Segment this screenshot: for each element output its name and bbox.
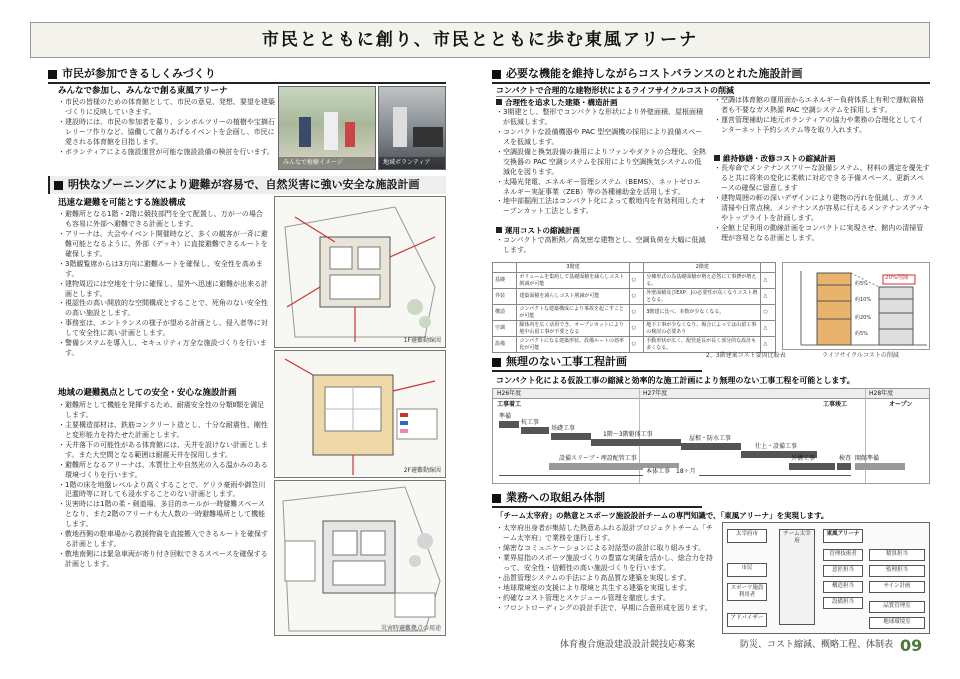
square-bullet-icon (496, 227, 502, 233)
heading-text: 合理性を追求した建築・構造計画 (505, 98, 618, 107)
bullet: ・太宰府出身者が集結した熱意あふれる設計プロジェクトチーム「チーム太宰府」で業務を遂行します。 (496, 524, 713, 542)
bullet: ・3期建とし、整形でコンパクトな形状により外壁面積、屋根面積が低減します。 (496, 108, 703, 126)
section-title: 明快なゾーニングにより避難が容易で、自然災害に強い安全な施設計画 (68, 177, 420, 191)
org-node: チーム太宰府 (779, 529, 815, 625)
bullet: ・市民の皆様のための体育館として、市民の意見、発想、要望を建築づくりに反映していきます。 (58, 98, 275, 116)
bullet-list (714, 164, 930, 244)
subheading: コンパクトで合理的な建物形状によるライフサイクルコストの削減 (496, 86, 734, 97)
bullet: ・建設時には、市民の参加者を募り、シンボルツリーの植樹や宝摘石レリーフ作りなど、協働して創りあげるイベントを企画し、市民に愛される体育館を目指します。 (58, 117, 275, 146)
person-figure (299, 117, 311, 147)
square-bullet-icon (492, 494, 501, 503)
bullet: ・視認性の高い開放的な空間構成とすることで、死角のない安全性の高い施設とします。 (58, 299, 268, 318)
lcc-pct: 約20% (855, 315, 872, 321)
table-cell: ○ (629, 305, 644, 321)
bullet: ・地中部掘削工法はコンパクト化によって敷地内を有効利用したオープンカット工法とします。 (496, 197, 706, 216)
bullet: ・事務室は、エントランスの様子が望める計画とし、侵入者等に対して安全性に高い計画とします。 (58, 319, 268, 338)
section-title: 市民が参加できるしくみづくり (62, 66, 216, 80)
bullet: ・建物周辺には空地を十分に確保し、屋外へ迅速に避難が出来る計画とします。 (58, 279, 268, 298)
bullet: ・空調設備と換気設備の兼用によりファンやダクトの合理化、全熱交換器の PAC 空調システムを採用により空調換気システムの低減化を図ります。 (496, 147, 706, 176)
subheading: 地域の避難拠点としての安全・安心な施設計画 (58, 388, 237, 398)
bullet: ・ボランティアによる施設運営が可能な施設設備の検討を行います。 (58, 147, 274, 156)
org-node: 地球環境室 (869, 617, 925, 629)
org-chart (722, 522, 930, 634)
task-bar (499, 421, 519, 428)
subheading: コンパクト化による仮設工事の縮減と効率的な施工計画により無理のない工事工程を可能とします。 (496, 376, 855, 385)
bullet: ・地球環境室の支援により環境と共生する建築を実現します。 (496, 583, 692, 592)
bullet: ・避難所として機能を発揮するため、耐震安全性の分類Ⅱ類を満足します。 (58, 401, 265, 419)
section-heading-cost (492, 66, 930, 84)
heading-text: 運用コストの縮減計画 (505, 226, 580, 235)
bullet-list (496, 524, 716, 613)
person-figure (345, 122, 355, 147)
equipment-shape (413, 127, 443, 147)
cost-heading-1 (496, 98, 618, 108)
photo-caption: 地域ボランティア (379, 157, 445, 169)
plan-1f-drawing (275, 197, 446, 348)
bullet: ・コンパクトな設備機器や PAC 型空調機の採用により設備スペースを低減します。 (496, 127, 703, 146)
bullet: ・避難所となるアリーナは、木質仕上や自然光の入る温かみのある環境づくりを行います。 (58, 460, 268, 479)
lcc-pct: 約10% (855, 297, 872, 303)
table-cell: 3階建に比べ、本数が少なくなる。 (644, 305, 761, 321)
bullet: ・フロントローディングの設計手法で、早期に合意形成を図ります。 (496, 603, 712, 612)
section-heading-participation (48, 66, 446, 84)
table-cell: 駆体内を広く活用でき、オープンカットにより地中山留工事が不要となる (517, 321, 629, 337)
bullet: ・全館上足利用の動線計画をコンパクトに実現させ、館内の清掃管理が容易となる計画とします。 (714, 223, 924, 242)
heading-text: 維持修繕・改修コストの縮減計画 (723, 154, 836, 163)
table-cell: 構造 (493, 305, 517, 321)
bullet: ・長寿命でメンテナンスフリーな設備システム、材料の選定を優先すると共に将来の変化に柔軟に対応できる予備スペース、更新スペースの確保に留意します (714, 164, 930, 192)
org-node: スポーツ施設利用者 (727, 583, 767, 601)
table-cell: ○ (629, 273, 644, 289)
square-bullet-icon (492, 358, 501, 367)
task-label: 仕上・設備工事 (755, 443, 798, 450)
lcc-chart-drawing (783, 263, 931, 351)
table-cell: ○ (629, 289, 644, 305)
floor-plan-2f (274, 350, 446, 478)
bullet: ・敷地西側の駐車場から救援物資を直接搬入できるルートを確保する計画とします。 (58, 530, 268, 549)
table-cell: 空調 (493, 321, 517, 337)
bullet: ・警備システムを導入し、セキュリティ万全な施設づくりを行います。 (58, 339, 267, 358)
table-cell: コンパクトな建築構成により事故を起こすことが可能 (517, 305, 629, 321)
table-cell: △ (761, 321, 776, 337)
bullet: ・避難所となる1階・2階に競技部門を全て配置し、万が一の場合も容易に外部へ避難できる計画とします。 (58, 210, 263, 228)
photo-volunteer (378, 86, 446, 170)
plan-shelter-drawing (275, 481, 446, 636)
cost-heading-2 (496, 226, 580, 236)
bullet-list (714, 96, 930, 136)
task-label: 設備スリーブ・埋設配管工事 (559, 455, 637, 462)
table-cell: 3階建 (517, 263, 629, 273)
bullet-list (58, 210, 268, 359)
footer-left: 体育複合施設建設設計競技応募案 (560, 640, 696, 650)
bullet: ・3階観覧席からは3方向に避難ルートを確保し、安全性を高めます。 (58, 259, 263, 278)
bullet-list (58, 98, 280, 158)
duration-label: 本体工事 18ヶ月 (643, 468, 699, 476)
cost-comparison-table (492, 262, 776, 353)
table-row (493, 273, 776, 289)
photo-tree-planting (278, 86, 376, 170)
org-node: 品質管理室 (869, 601, 925, 613)
task-label: 杭工事 (521, 419, 540, 426)
bullet: ・約確なコスト管理とスケジュール管理を徹底します。 (496, 593, 671, 602)
bullet-list (496, 236, 706, 256)
task-label: 基礎工事 (551, 425, 576, 432)
table-cell: 分棟形式の為基礎面積が増え必然に工事費が増える。 (644, 273, 761, 289)
subheading: 迅速な避難を可能とする施設構成 (58, 198, 186, 208)
task-bar (521, 427, 549, 434)
bullet: ・空調は体育館の運用面からエネルギー負荷体系上有利で運転資格者も不要なガス熱源 PAC 空調システムを採用します。 (714, 96, 924, 114)
org-node: 太宰府市 (727, 529, 767, 543)
table-cell (629, 263, 644, 273)
year-label: H28年度 (869, 390, 894, 397)
bullet: ・太陽光発電、エネルギー管理システム（BEMS）、ネットゼロエネルギー実証事業（ZEB）等の各種補助金を活用します。 (496, 177, 701, 196)
year-label: H27年度 (643, 390, 668, 397)
page-title: 市民とともに創り、市民とともに歩む東風アリーナ (30, 22, 930, 58)
table-cell: コンパクトになる建築形状、設備ルートの効率化が可能 (517, 337, 629, 353)
year-label: H26年度 (497, 390, 522, 397)
table-row (493, 305, 776, 321)
table-cell: △ (761, 273, 776, 289)
plan-caption: 災害時避難拠点の用途 (380, 625, 441, 633)
milestone: 工事着工 (497, 401, 522, 408)
lcc-total: 20%削減 (885, 275, 909, 281)
plan-caption: 2F避難動線図 (403, 467, 441, 475)
table-cell: ○ (761, 305, 776, 321)
task-bar (591, 439, 681, 446)
table-header-row (493, 263, 776, 273)
org-node: 積算担当 (869, 549, 925, 561)
task-label: 屋根・防水工事 (689, 435, 732, 442)
bullet: ・運営管理補助に地元ボランティアの協力や業務の合理化としてインターネット予約システム等を取り入れます。 (714, 115, 924, 134)
table-cell: 手動形状が広く、配管延長が長く部分的な設計も多くなる。 (644, 337, 761, 353)
bullet: ・1階の床を地盤レベルより高くすることで、ゲリラ豪雨や御笠川氾濫時等に対しても浸水することのない計画とします。 (58, 480, 266, 499)
section-title: 業務への取組み体制 (506, 490, 605, 504)
section-title: 無理のない工事工程計画 (506, 354, 627, 368)
lcc-pct: 約5% (855, 281, 868, 287)
bullet: ・天井落下の可能性がある体育館には、天井を設けない計画とします。また大空間となる範囲は耐震天井を採用します。 (58, 440, 268, 459)
table-cell: △ (761, 337, 776, 353)
table-row (493, 321, 776, 337)
plan-caption: 1F避難動線図 (403, 337, 441, 345)
subheading: みんなで参加し、みんなで創る東風アリーナ (58, 86, 228, 96)
milestone: 工事竣工 (823, 401, 848, 408)
table-row (493, 337, 776, 353)
bullet-list (496, 108, 706, 217)
org-node: サイン計画 (869, 581, 925, 593)
org-node: 監理担当 (869, 565, 925, 577)
milestone: オープン (889, 401, 913, 408)
lcc-chart (782, 262, 930, 350)
bullet: ・業界屈指のスポーツ施設づくりの豊富な実績を活かし、総合力を持って、安全性・信頼性の高い施設づくりを行います。 (496, 553, 713, 572)
task-label: 準備 (499, 413, 512, 420)
task-bar (837, 463, 851, 470)
task-bar (855, 463, 905, 470)
plan-2f-drawing (275, 351, 446, 478)
table-cell: 外壁面積及びEXP．Jの必要性が高くなりコスト増となる。 (644, 289, 761, 305)
task-bar (681, 443, 741, 450)
task-label: 検査 (839, 455, 852, 462)
square-bullet-icon (54, 181, 63, 190)
cost-heading-3 (714, 154, 836, 164)
table-row (493, 289, 776, 305)
org-node: 設備担当 (823, 597, 863, 609)
table-cell (493, 263, 517, 273)
task-bar (789, 463, 835, 470)
table-cell: ボリュームを集約して基礎面積を減らしコスト削減が可能 (517, 273, 629, 289)
bullet: ・品質管理システムの手法により高品質な建築を実現します。 (496, 573, 691, 582)
square-bullet-icon (714, 155, 720, 161)
bullet: ・アリーナは、大会やイベント開催時など、多くの観客が一斉に避難可能となるように、外部（デッキ）に直接避難できるルートを確保します。 (58, 229, 268, 258)
org-node: 市民 (727, 563, 767, 577)
bullet: ・主要構造部材は、鉄筋コンクリート造とし、十分な耐震性、剛性と変形能力を持たせた計画とします。 (58, 420, 268, 439)
section-heading-schedule (492, 354, 702, 372)
table-cell: 基礎 (493, 273, 517, 289)
gantt-chart (492, 388, 930, 484)
section-title: 必要な機能を維持しながらコストバランスのとれた施設計画 (506, 66, 803, 80)
section-heading-safety (48, 176, 446, 194)
table-caption: 2、3階建案コスト要因比較表 (706, 352, 786, 359)
org-node: 意匠担当 (823, 565, 863, 577)
photo-caption: みんなで植樹イメージ (279, 157, 375, 169)
task-label: 外構工事 (791, 455, 816, 462)
table-cell: 地下工事が少なくなり、場合によっては山留工事の検討の必要あり (644, 321, 761, 337)
bullet-list (58, 401, 268, 570)
task-label: 1階〜3階躯体工事 (603, 431, 653, 438)
task-bar (551, 433, 591, 440)
table-cell: △ (761, 289, 776, 305)
table-cell: ○ (629, 337, 644, 353)
org-node: 東風アリーナ (823, 529, 863, 543)
bullet: ・災害時には1階の柔・剣道場、多目的ホールが一時避難スペースとなり、また2階のアリーナも大人数の一時避難場所として機能します。 (58, 500, 266, 529)
table-cell: 外装 (493, 289, 517, 305)
org-node: アドバイザー (727, 613, 767, 627)
square-bullet-icon (492, 70, 501, 79)
chart-caption: ライフサイクルコストの削減 (822, 352, 899, 359)
task-label: 開館準備 (855, 455, 880, 462)
bullet: ・敷地南側には緊急車両が寄り付き回転できるスペースを確保する計画とします。 (58, 550, 268, 568)
footer-right: 防災、コスト縮減、概略工程、体制表 (740, 640, 894, 650)
floor-plan-shelter (274, 480, 446, 636)
bullet: ・建物周囲の軒の深いデザインにより建物の汚れを低減し、ガラス清掃や日常点検、メンテナンスが容易に行えるメンテナンスデッキやトップライトを計画します。 (714, 193, 930, 222)
table-cell: 建築面積を減らしコスト削減が可能 (517, 289, 629, 305)
bullet: ・綿密なコミュニケーションによる対話型の設計に取り組みます。 (496, 543, 706, 552)
org-node: 構造担当 (823, 581, 863, 593)
table-cell: ○ (629, 321, 644, 337)
org-node: 管理技術者 (823, 549, 863, 561)
square-bullet-icon (48, 70, 57, 79)
person-figure (393, 107, 407, 147)
bullet: ・コンパクトで高断熱／高気密な建物とし、空調負荷を大幅に低減します。 (496, 236, 706, 254)
subheading: 「チーム太宰府」の熱意とスポーツ施設設計チームの専門知識で、「東風アリーナ」を実現します。 (496, 511, 829, 520)
table-cell: 2階建 (644, 263, 761, 273)
lcc-pct: 約5% (855, 331, 868, 337)
table-cell: 設備 (493, 337, 517, 353)
page-number: 09 (900, 636, 923, 655)
table-cell (761, 263, 776, 273)
section-heading-team (492, 490, 702, 508)
floor-plan-1f (274, 196, 446, 348)
square-bullet-icon (496, 99, 502, 105)
gantt-header (493, 389, 929, 399)
person-figure (324, 112, 338, 150)
